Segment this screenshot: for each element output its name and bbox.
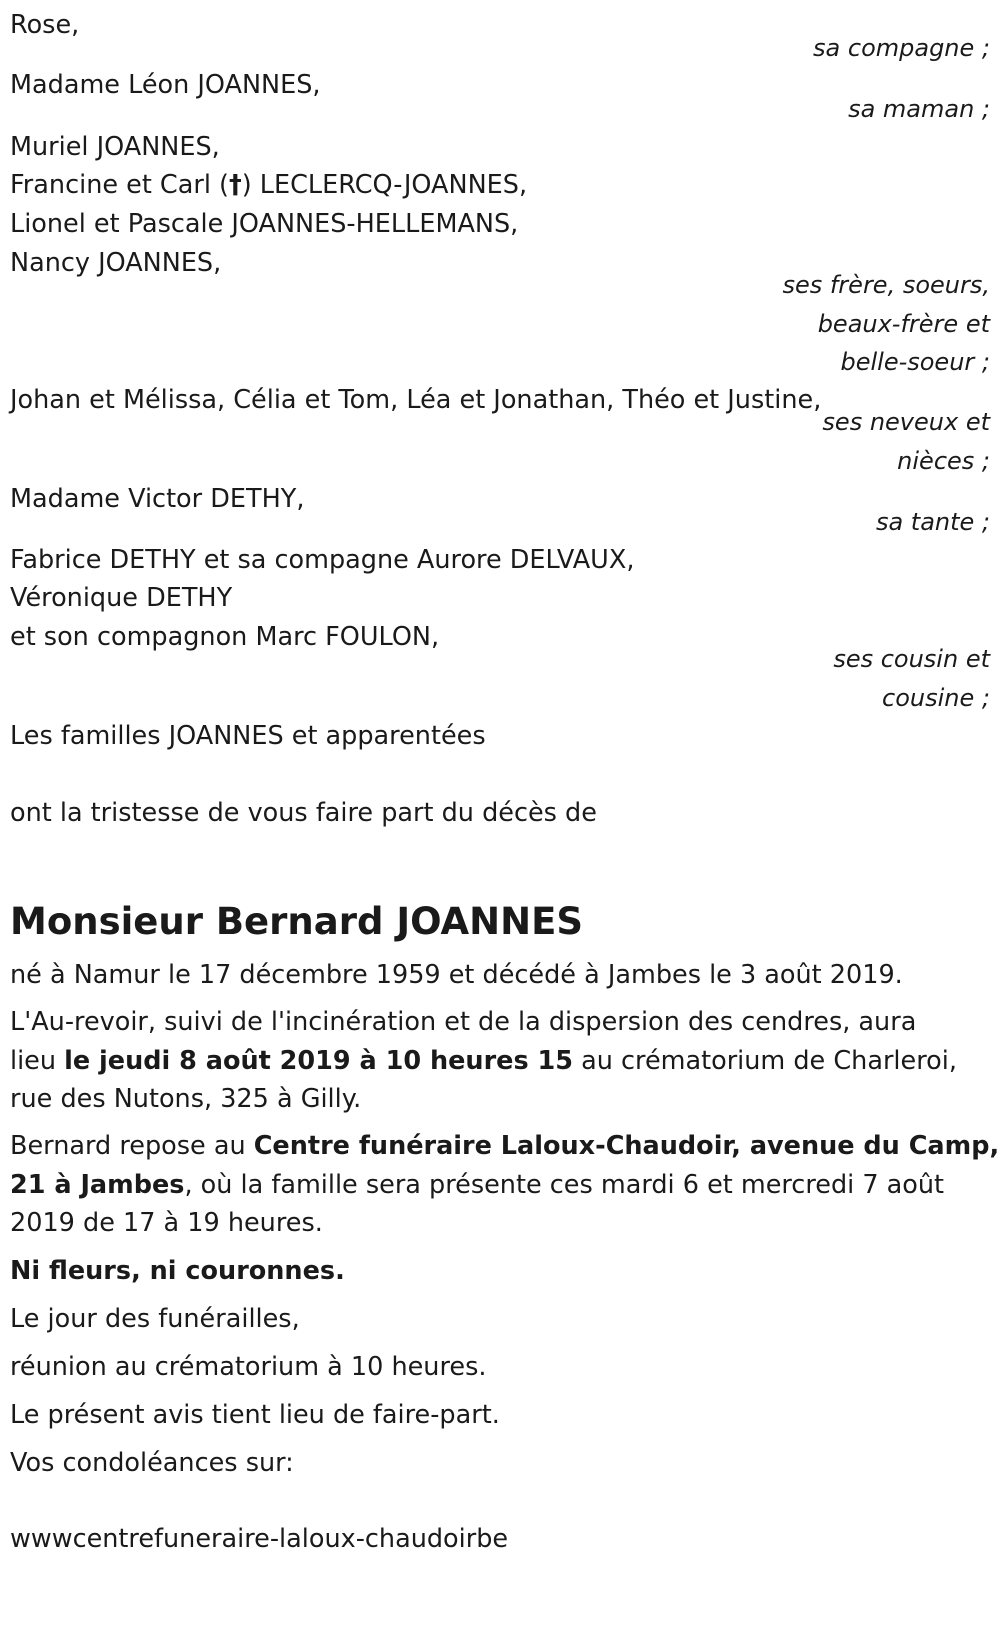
ceremony-line-1: L'Au-revoir, suivi de l'incinération et de la dispersion des cendres, aura — [10, 1007, 917, 1037]
relation-siblings-3: belle-soeur ; — [840, 348, 990, 376]
ceremony-date: le jeudi 8 août 2019 à 10 heures 15 — [64, 1046, 573, 1076]
sibling-2-post: ) LECLERCQ-JOANNES, — [241, 170, 528, 200]
announcement: ont la tristesse de vous faire part du décès de — [10, 798, 597, 828]
family-cousin-3: et son compagnon Marc FOULON, — [10, 622, 440, 652]
ceremony-line-2 — [10, 1041, 957, 1081]
relation-cousins-1: ses cousin et — [833, 645, 990, 673]
repose-pre: Bernard repose au — [10, 1131, 254, 1161]
relation-compagne: sa compagne ; — [813, 34, 990, 62]
condolences: Vos condoléances sur: — [10, 1448, 294, 1478]
family-mother: Madame Léon JOANNES, — [10, 70, 321, 100]
family-cousin-1: Fabrice DETHY et sa compagne Aurore DELVAUX, — [10, 545, 635, 575]
family-cousin-2: Véronique DETHY — [10, 583, 233, 613]
family-rose: Rose, — [10, 10, 80, 40]
relation-maman: sa maman ; — [848, 95, 990, 123]
relation-nephews-2: nièces ; — [897, 447, 990, 475]
ceremony-post: au crématorium de Charleroi, — [573, 1046, 957, 1076]
funeral-day: Le jour des funérailles, — [10, 1304, 300, 1334]
notice: Le présent avis tient lieu de faire-part. — [10, 1400, 500, 1430]
repose-line-3: 2019 de 17 à 19 heures. — [10, 1208, 323, 1238]
family-all: Les familles JOANNES et apparentées — [10, 721, 486, 751]
family-sibling-1: Muriel JOANNES, — [10, 132, 220, 162]
no-flowers: Ni fleurs, ni couronnes. — [10, 1256, 345, 1286]
repose-line-1 — [10, 1126, 999, 1166]
ceremony-pre: lieu — [10, 1046, 65, 1076]
ceremony-line-3: rue des Nutons, 325 à Gilly. — [10, 1084, 362, 1114]
repose-address: 21 à Jambes — [10, 1170, 185, 1200]
cross-icon: † — [229, 170, 242, 200]
relation-siblings-1: ses frère, soeurs, — [782, 271, 990, 299]
family-aunt: Madame Victor DETHY, — [10, 484, 305, 514]
relation-siblings-2: beaux-frère et — [817, 310, 990, 338]
sibling-2-pre: Francine et Carl ( — [10, 170, 229, 200]
relation-cousins-2: cousine ; — [882, 684, 990, 712]
relation-tante: sa tante ; — [875, 508, 990, 536]
family-sibling-2 — [10, 165, 527, 205]
repose-place: Centre funéraire Laloux-Chaudoir, avenue du Camp, — [253, 1131, 1000, 1161]
meeting: réunion au crématorium à 10 heures. — [10, 1352, 487, 1382]
repose-post: , où la famille sera présente ces mardi 6 et mercredi 7 août — [184, 1170, 945, 1200]
relation-nephews-1: ses neveux et — [822, 408, 990, 436]
website-link[interactable]: wwwcentrefuneraire-laloux-chaudoirbe — [10, 1524, 509, 1554]
family-sibling-4: Nancy JOANNES, — [10, 248, 222, 278]
family-nephews: Johan et Mélissa, Célia et Tom, Léa et Jonathan, Théo et Justine, — [10, 385, 822, 415]
birth-death: né à Namur le 17 décembre 1959 et décédé à Jambes le 3 août 2019. — [10, 960, 903, 990]
family-sibling-3: Lionel et Pascale JOANNES-HELLEMANS, — [10, 209, 519, 239]
repose-line-2 — [10, 1165, 944, 1205]
deceased-name: Monsieur Bernard JOANNES — [10, 900, 584, 943]
